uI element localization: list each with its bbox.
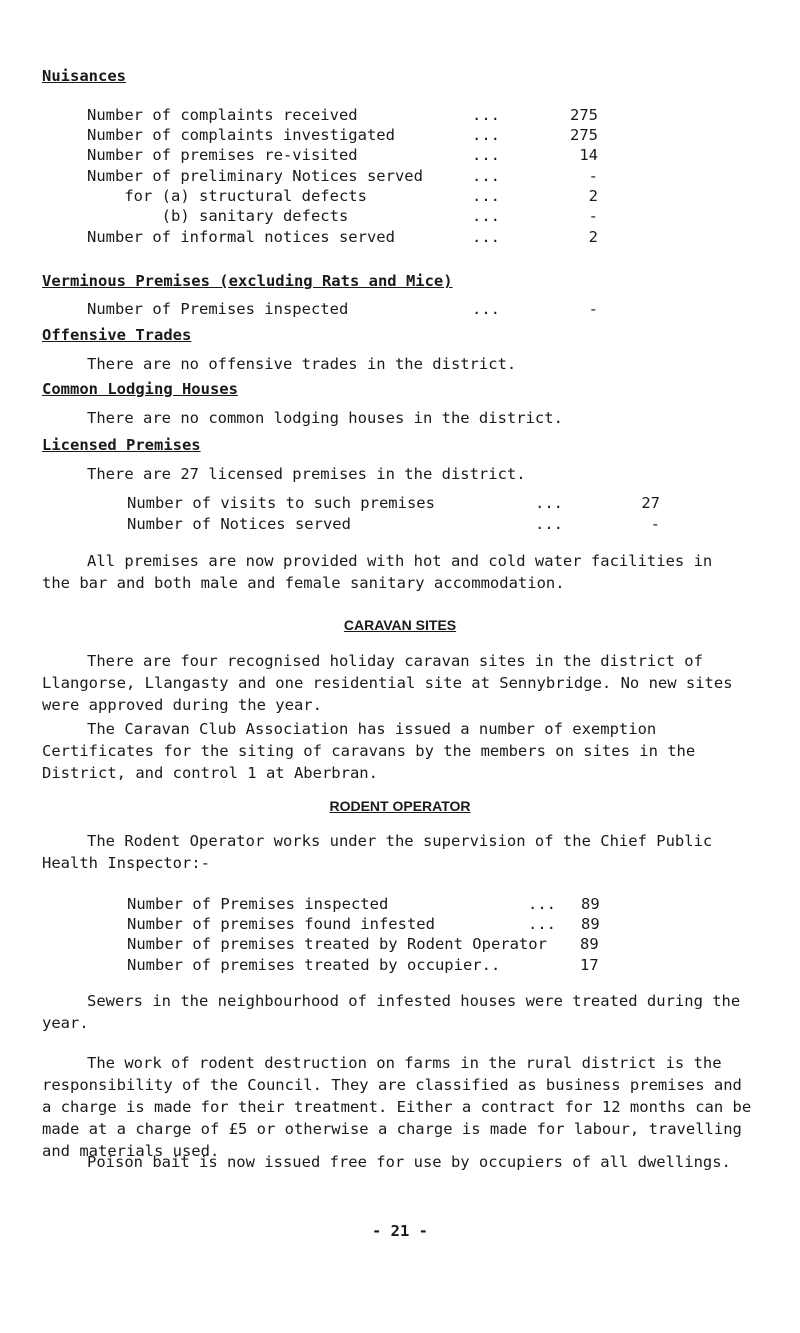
verminous-heading: Verminous Premises (excluding Rats and Mice) — [42, 272, 453, 290]
leader-dots: ... — [528, 915, 556, 933]
caravan-heading: CARAVAN SITES — [343, 617, 457, 633]
leader-dots: ... — [472, 300, 500, 318]
verminous-value: - — [588, 300, 598, 318]
nuisances-row-label: Number of informal notices served — [87, 228, 395, 246]
rodent-intro: The Rodent Operator works under the supervision of the Chief Public Health Inspector:- — [42, 832, 713, 872]
offensive-heading: Offensive Trades — [42, 326, 192, 344]
nuisances-row-value: - — [588, 207, 598, 225]
leader-dots: ... — [472, 106, 500, 124]
nuisances-row-value: 275 — [570, 106, 598, 124]
licensed-text: There are 27 licensed premises in the district. — [87, 465, 526, 483]
nuisances-row-value: 275 — [570, 126, 598, 144]
rodent-row-label: Number of Premises inspected — [127, 895, 389, 913]
rodent-row-label: Number of premises treated by occupier.. — [127, 956, 501, 974]
rodent-row-value: 17 — [580, 956, 599, 974]
licensed-row-label: Number of Notices served — [127, 515, 351, 533]
caravan-paragraph-1: There are four recognised holiday caravan sites in the district of Llangorse, Llangasty and one residential site at Sennybridge. No new sites were approved during the year. — [42, 652, 733, 714]
licensed-heading: Licensed Premises — [42, 436, 201, 454]
nuisances-row-label: for (a) structural defects — [87, 187, 367, 205]
nuisances-row-label: (b) sanitary defects — [87, 207, 349, 225]
nuisances-heading: Nuisances — [42, 67, 126, 85]
page-number: - 21 - — [372, 1222, 428, 1240]
leader-dots: ... — [472, 228, 500, 246]
nuisances-row-value: 2 — [588, 187, 598, 205]
rodent-paragraph-2: The work of rodent destruction on farms in the rural district is the responsibility of the Council. They are classified as business premises and a charge is made for their treatment. Either a contract for 12 months can be made at a charge of £5 or otherwise a charge is made for labour, travelling and materials used. — [42, 1054, 752, 1160]
nuisances-row-label: Number of complaints investigated — [87, 126, 395, 144]
leader-dots: ... — [472, 146, 500, 164]
licensed-row-value: 27 — [641, 494, 660, 512]
nuisances-row-value: 14 — [579, 146, 598, 164]
rodent-row-value: 89 — [581, 895, 600, 913]
leader-dots: ... — [472, 187, 500, 205]
leader-dots: ... — [528, 895, 556, 913]
leader-dots: ... — [472, 167, 500, 185]
rodent-heading: RODENT OPERATOR — [329, 798, 471, 814]
licensed-paragraph: All premises are now provided with hot and cold water facilities in the bar and both male and female sanitary accommodation. — [42, 552, 713, 592]
rodent-paragraph-1: Sewers in the neighbourhood of infested houses were treated during the year. — [42, 992, 741, 1032]
leader-dots: ... — [472, 207, 500, 225]
licensed-row-value: - — [650, 515, 660, 533]
leader-dots: ... — [535, 515, 563, 533]
nuisances-row-value: - — [588, 167, 598, 185]
nuisances-row-label: Number of premises re-visited — [87, 146, 358, 164]
licensed-row-label: Number of visits to such premises — [127, 494, 435, 512]
nuisances-row-label: Number of complaints received — [87, 106, 358, 124]
leader-dots: ... — [472, 126, 500, 144]
rodent-row-value: 89 — [580, 935, 599, 953]
lodging-text: There are no common lodging houses in the district. — [87, 409, 563, 427]
rodent-row-label: Number of premises treated by Rodent Operator — [127, 935, 547, 953]
rodent-row-label: Number of premises found infested — [127, 915, 435, 933]
caravan-paragraph-2: The Caravan Club Association has issued a number of exemption Certificates for the siting of caravans by the members on sites in the District, and control 1 at Aberbran. — [42, 720, 696, 782]
offensive-text: There are no offensive trades in the district. — [87, 355, 517, 373]
leader-dots: ... — [535, 494, 563, 512]
nuisances-row-label: Number of preliminary Notices served — [87, 167, 423, 185]
rodent-paragraph-3: Poison bait is now issued free for use by occupiers of all dwellings. — [87, 1153, 731, 1171]
rodent-row-value: 89 — [581, 915, 600, 933]
nuisances-row-value: 2 — [588, 228, 598, 246]
lodging-heading: Common Lodging Houses — [42, 380, 238, 398]
verminous-label: Number of Premises inspected — [87, 300, 349, 318]
